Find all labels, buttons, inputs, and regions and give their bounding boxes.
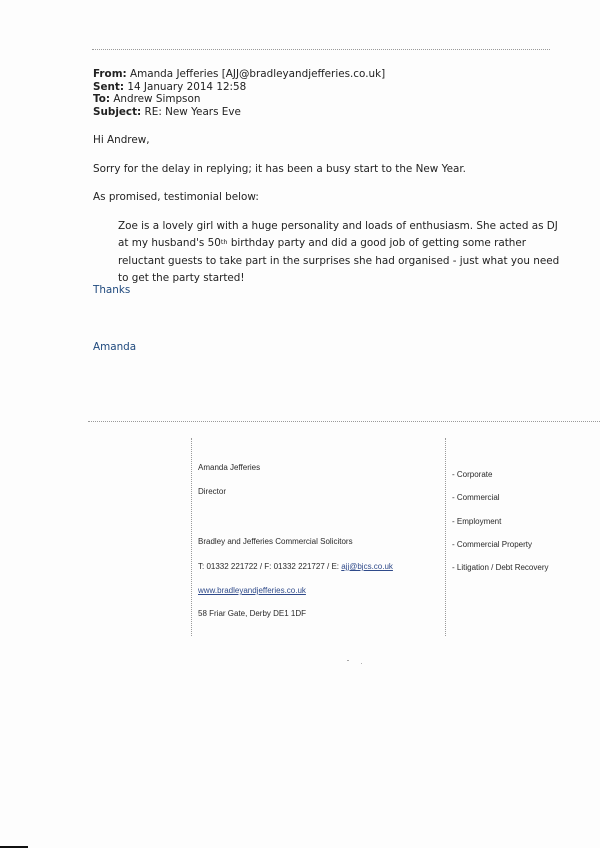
quote-text-1: Zoe is a lovely girl with a huge personality and loads of enthusiasm. She acted as DJ at my husband's 50 [118,220,558,250]
sent-row [93,81,385,94]
signature-contact [198,562,393,571]
sent-label: Sent: [93,80,125,93]
from-label: From: [93,68,127,80]
signature-firm: Bradley and Jefferies Commercial Solicitors [198,537,353,546]
service-item: - Employment [452,516,502,526]
signature-address: 58 Friar Gate, Derby DE1 1DF [198,609,307,618]
body-paragraph-1: Sorry for the delay in replying; it has been a busy start to the New Year. [93,163,466,175]
subject-value: RE: New Years Eve [144,105,241,118]
sent-value: 14 January 2014 12:58 [127,80,247,93]
to-value: Andrew Simpson [113,93,201,106]
signature-title: Director [198,487,227,496]
to-label: To: [93,93,111,106]
services-list [452,463,549,579]
quote-text-2: birthday party and did a good job of getting some rather reluctant guests to take part in the surprises she had organised - just what you need to get the party started! [118,237,560,284]
website-link[interactable]: www.bradleyandjefferies.co.uk [198,586,306,595]
contact-numbers: T: 01332 221722 / F: 01332 221727 / E: [198,562,342,571]
subject-row [93,106,385,119]
scan-speck [347,660,349,661]
service-item: - Corporate [452,470,493,479]
body-paragraph-2: As promised, testimonial below: [93,191,259,203]
from-row [93,68,385,81]
signature-name: Amanda Jefferies [198,463,261,472]
thanks-text: Thanks [93,284,131,296]
signoff-name: Amanda [93,341,137,353]
from-value: Amanda Jefferies [AJJ@bradleyandjefferies.co.uk] [130,68,386,80]
greeting: Hi Andrew, [93,134,150,146]
to-row [93,93,385,106]
email-header [93,68,385,118]
scan-speck [361,663,362,664]
service-item: - Commercial Property [452,539,533,549]
top-divider [92,49,550,50]
service-item: - Litigation / Debt Recovery [452,563,549,573]
subject-label: Subject: [93,105,142,118]
service-item: - Commercial [452,493,500,503]
signature-right-border [445,438,446,636]
testimonial-quote [118,218,568,287]
email-link[interactable]: ajj@bjcs.co.uk [341,562,393,571]
signature-left-border [191,438,192,636]
ordinal-suffix: th [220,238,228,247]
signature-divider [88,421,600,422]
